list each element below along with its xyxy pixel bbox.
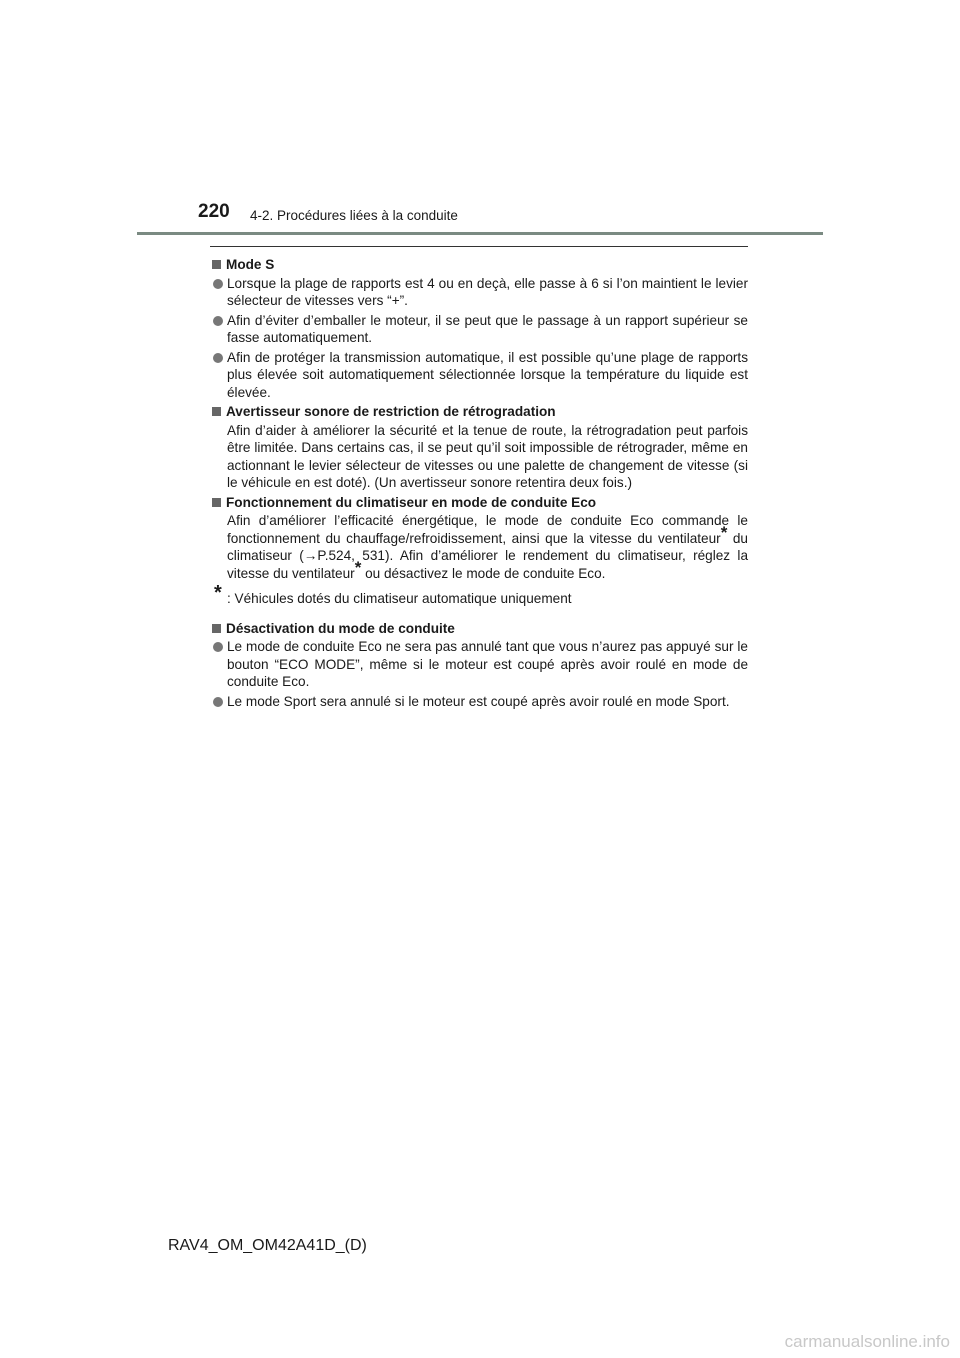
square-bullet-icon	[212, 498, 221, 507]
section-mode-s	[210, 256, 748, 401]
heading-text: Désactivation du mode de conduite	[226, 620, 455, 636]
content-rule	[210, 246, 748, 247]
content	[210, 256, 748, 712]
list-item-text: Lorsque la plage de rapports est 4 ou en deçà, elle passe à 6 si l’on maintient le levier sélecteur de vitesses vers “+”.	[227, 275, 748, 308]
page-number: 220	[198, 201, 230, 222]
list-item-text: Le mode de conduite Eco ne sera pas annulé tant que vous n’aurez pas appuyé sur le bouton “ECO MODE”, même si le moteur est coupé après avoir roulé en mode de conduite Eco.	[227, 639, 748, 689]
list-item	[210, 693, 748, 711]
section-heading	[210, 620, 748, 638]
footnote-ref-marker: *	[354, 557, 362, 577]
heading-text: Mode S	[226, 257, 275, 272]
section-paragraph	[210, 512, 748, 582]
list-item	[210, 638, 748, 691]
list-item	[210, 349, 748, 402]
watermark: carmanualsonline.info	[784, 1332, 950, 1351]
square-bullet-icon	[212, 624, 221, 633]
round-bullet-icon	[213, 279, 223, 289]
list-item-text: Le mode Sport sera annulé si le moteur est coupé après avoir roulé en mode Sport.	[227, 693, 730, 709]
list-item-text: Afin d’éviter d’emballer le moteur, il se peut que le passage à un rapport supérieur se fasse automatiquement.	[227, 312, 748, 345]
footnote	[210, 582, 748, 608]
round-bullet-icon	[213, 353, 223, 363]
round-bullet-icon	[213, 697, 223, 707]
footnote-asterisk: *	[214, 582, 222, 604]
square-bullet-icon	[212, 407, 221, 416]
paragraph-text-part2: du climatiseur (→P.524, 531). Afin d’améliorer le rendement du climatiseur, réglez la vitesse du ventilateur	[227, 530, 748, 581]
section-drive-mode-deactivation	[210, 620, 748, 711]
round-bullet-icon	[213, 642, 223, 652]
section-downshift-warning	[210, 403, 748, 492]
paragraph-text-part1: Afin d’améliorer l’efficacité énergétique, le mode de conduite Eco commande le fonctionnement du chauffage/refroidissement, ainsi que la vitesse du ventilateur	[227, 513, 748, 546]
section-eco-air-conditioning	[210, 494, 748, 608]
heading-text: Avertisseur sonore de restriction de rétrogradation	[226, 404, 556, 419]
square-bullet-icon	[212, 260, 221, 269]
list-item	[210, 275, 748, 310]
section-heading	[210, 256, 748, 274]
section-title: 4-2. Procédures liées à la conduite	[250, 208, 458, 223]
footnote-ref-marker: *	[720, 522, 728, 542]
section-heading	[210, 403, 748, 421]
footnote-text: : Véhicules dotés du climatiseur automatique uniquement	[227, 591, 572, 606]
header-rule	[137, 232, 823, 235]
list-item	[210, 312, 748, 347]
footer-doc-code: RAV4_OM_OM42A41D_(D)	[168, 1237, 367, 1254]
round-bullet-icon	[213, 316, 223, 326]
list-item-text: Afin de protéger la transmission automatique, il est possible qu’une plage de rapports plus élevée soit automatiquement sélectionnée lorsque la température du liquide est élevée.	[227, 349, 748, 400]
paragraph-text-part3: ou désactivez le mode de conduite Eco.	[361, 565, 606, 581]
section-heading	[210, 494, 748, 512]
section-paragraph: Afin d’aider à améliorer la sécurité et la tenue de route, la rétrogradation peut parfois être limitée. Dans certains cas, il se peut qu’il soit impossible de rétrograder, même en actionnant le levier sélecteur de vitesses ou une palette de changement de vitesse (si le véhicule en est doté). (Un avertisseur sonore retentira deux fois.)	[227, 422, 748, 490]
heading-text: Fonctionnement du climatiseur en mode de conduite Eco	[226, 494, 597, 510]
